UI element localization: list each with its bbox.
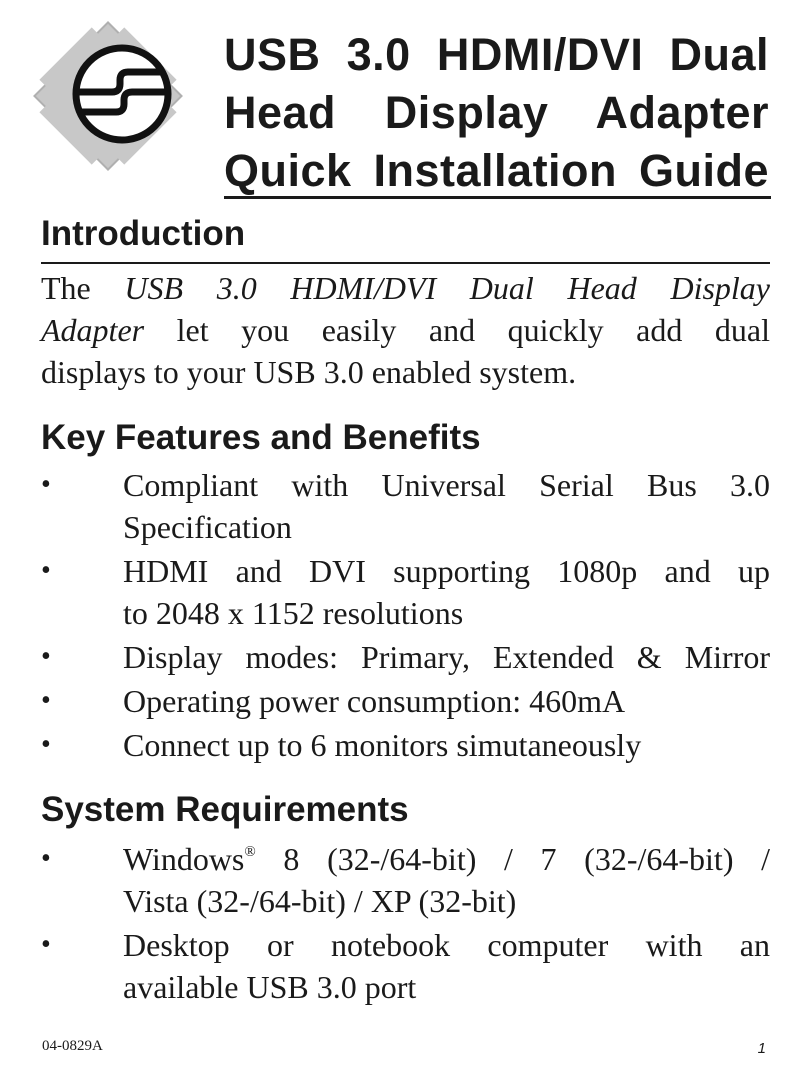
intro-prefix: The [41, 270, 125, 306]
feature-text: Connect up to 6 monitors simutaneously [123, 727, 642, 763]
intro-line-1 [41, 267, 770, 309]
document-title [224, 26, 769, 200]
bullet-icon: • [41, 641, 51, 672]
feature-item [41, 550, 770, 634]
title-line-3: Quick Installation Guide [224, 145, 769, 196]
introduction-divider [41, 262, 770, 264]
feature-text: Specification [123, 509, 292, 545]
title-divider [224, 196, 771, 199]
title-line-1: USB 3.0 HDMI/DVI Dual [224, 29, 769, 80]
bullet-icon: • [41, 929, 51, 960]
document-code: 04-0829A [42, 1038, 103, 1054]
title-line-2: Head Display Adapter [224, 87, 769, 138]
os-name: Windows [123, 841, 245, 877]
requirement-text [123, 838, 770, 880]
feature-text: HDMI and DVI supporting 1080p and up [123, 553, 770, 589]
feature-item [41, 636, 770, 678]
requirements-heading: System Requirements [41, 790, 409, 829]
feature-item [41, 680, 770, 722]
requirement-text: available USB 3.0 port [123, 969, 417, 1005]
intro-line-2 [41, 309, 770, 351]
feature-item [41, 724, 770, 766]
brand-logo [26, 14, 190, 178]
registered-mark: ® [244, 844, 256, 860]
page-number: 1 [757, 1040, 766, 1057]
product-name-part-1: USB 3.0 HDMI/DVI Dual Head Display [124, 270, 771, 306]
product-name-part-2: Adapter [41, 312, 145, 348]
feature-text: to 2048 x 1152 resolutions [123, 595, 464, 631]
requirement-item [41, 838, 770, 922]
requirement-text: Vista (32-/64-bit) / XP (32-bit) [123, 883, 517, 919]
introduction-paragraph [41, 267, 770, 393]
requirement-text: Desktop or notebook computer with an [123, 927, 770, 963]
bullet-icon: • [41, 685, 51, 716]
features-heading: Key Features and Benefits [41, 418, 481, 457]
feature-item [41, 464, 770, 548]
introduction-heading: Introduction [41, 214, 246, 253]
feature-text: Display modes: Primary, Extended & Mirror [123, 639, 770, 675]
feature-text: Compliant with Universal Serial Bus 3.0 [123, 467, 770, 503]
intro-rest: let you easily and quickly add dual [144, 312, 770, 348]
bullet-icon: • [41, 729, 51, 760]
bullet-icon: • [41, 843, 51, 874]
bullet-icon: • [41, 469, 51, 500]
requirement-item [41, 924, 770, 1008]
bullet-icon: • [41, 555, 51, 586]
os-versions: 8 (32-/64-bit) / 7 (32-/64-bit) / [255, 841, 770, 877]
feature-text: Operating power consumption: 460mA [123, 683, 626, 719]
intro-line-3: displays to your USB 3.0 enabled system. [41, 354, 577, 390]
